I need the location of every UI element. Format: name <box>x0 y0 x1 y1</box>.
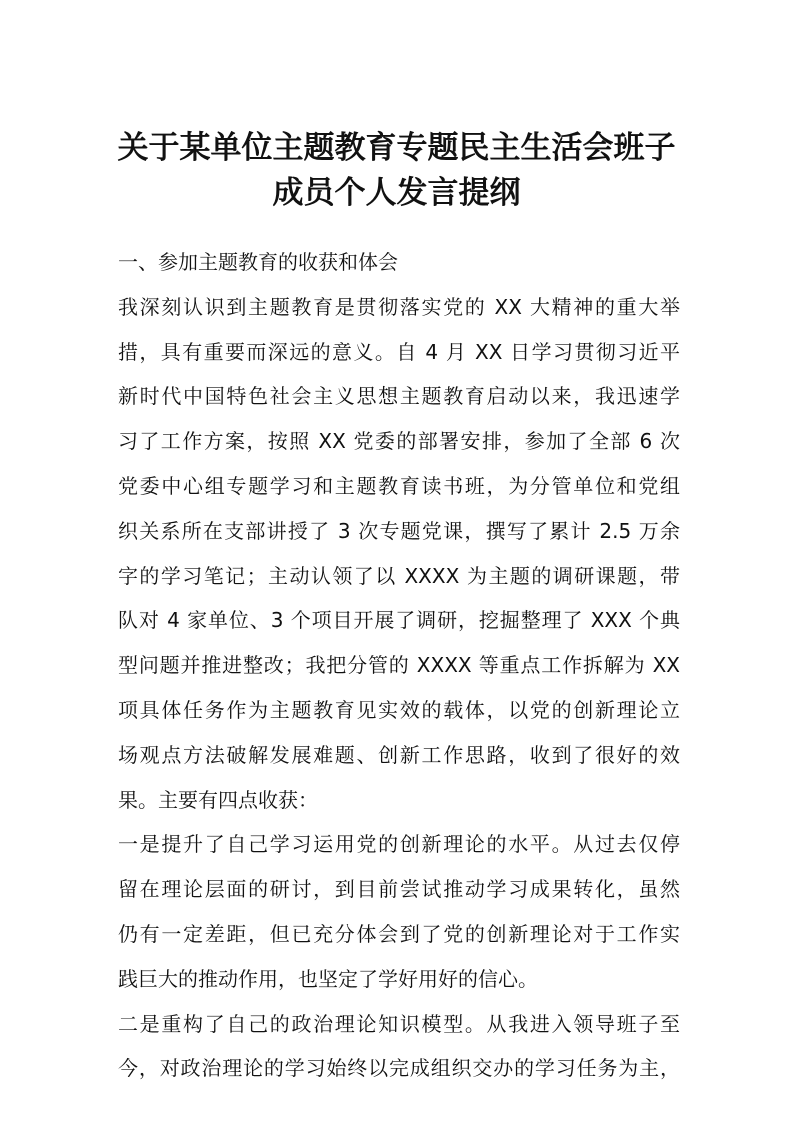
text-line: 队对 4 家单位、3 个项目开展了调研，挖掘整理了 XXX 个典 <box>118 608 680 633</box>
text-line: 新时代中国特色社会主义思想主题教育启动以来，我迅速学 <box>118 384 680 409</box>
text-line: 留在理论层面的研讨，到目前尝试推动学习成果转化，虽然 <box>118 877 680 902</box>
document-title-line-2: 成员个人发言提纲 <box>272 175 521 211</box>
text-line: 字的学习笔记；主动认领了以 XXXX 为主题的调研课题，带 <box>118 563 680 588</box>
text-line: 场观点方法破解发展难题、创新工作思路，收到了很好的效 <box>118 742 680 767</box>
text-line: 二是重构了自己的政治理论知识模型。从我进入领导班子至 <box>118 1011 680 1036</box>
paragraph <box>118 1002 680 1092</box>
document-body <box>118 240 680 1091</box>
paragraph <box>118 822 680 1001</box>
text-line: 织关系所在支部讲授了 3 次专题党课，撰写了累计 2.5 万余 <box>118 518 680 543</box>
text-line: 型问题并推进整改；我把分管的 XXXX 等重点工作拆解为 XX <box>118 653 680 678</box>
text-line: 措，具有重要而深远的意义。自 4 月 XX 日学习贯彻习近平 <box>118 339 680 364</box>
text-line: 我深刻认识到主题教育是贯彻落实党的 XX 大精神的重大举 <box>118 294 680 319</box>
text-line: 党委中心组专题学习和主题教育读书班，为分管单位和党组 <box>118 473 680 498</box>
text-line: 一、参加主题教育的收获和体会 <box>118 250 398 274</box>
text-line: 一是提升了自己学习运用党的创新理论的水平。从过去仅停 <box>118 832 680 857</box>
text-line: 果。主要有四点收获： <box>118 787 318 812</box>
document-title-line-1: 关于某单位主题教育专题民主生活会班子 <box>117 130 676 166</box>
text-line: 项具体任务作为主题教育见实效的载体，以党的创新理论立 <box>118 697 680 722</box>
paragraph <box>118 285 680 823</box>
text-line: 仍有一定差距，但已充分体会到了党的创新理论对于工作实 <box>118 921 680 946</box>
section-heading <box>118 240 680 285</box>
text-line: 今，对政治理论的学习始终以完成组织交办的学习任务为主， <box>118 1056 680 1081</box>
text-line: 践巨大的推动作用，也坚定了学好用好的信心。 <box>118 966 538 991</box>
text-line: 习了工作方案，按照 XX 党委的部署安排，参加了全部 6 次 <box>118 429 680 454</box>
